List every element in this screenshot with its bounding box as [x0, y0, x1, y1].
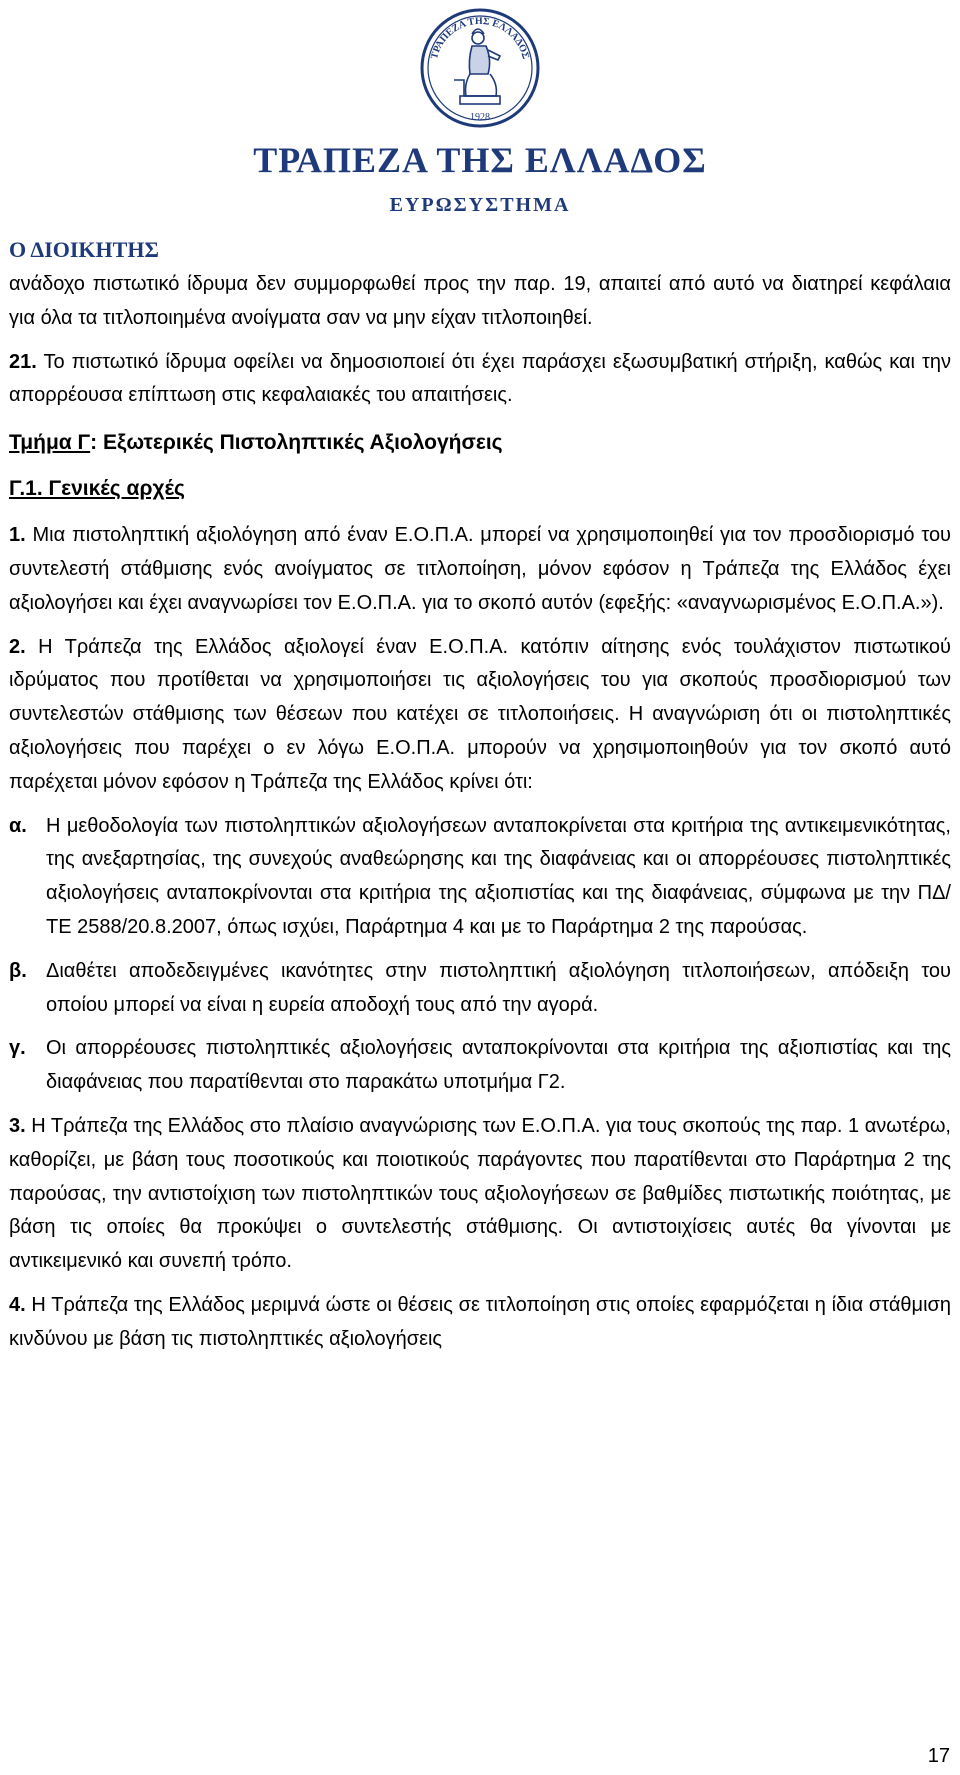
svg-text:ΤΡΑΠΕΖΑ ΤΗΣ ΕΛΛΑΔΟΣ: ΤΡΑΠΕΖΑ ΤΗΣ ΕΛΛΑΔΟΣ: [429, 15, 531, 61]
paragraph-continuation: ανάδοχο πιστωτικό ίδρυμα δεν συμμορφωθεί προς την παρ. 19, απαιτεί από αυτό να διατηρεί κεφάλαια για όλα τα τιτλοποιημένα ανοίγματα σαν να μην είχαν τιτλοποιηθεί.: [9, 273, 951, 329]
bank-seal-icon: [418, 4, 542, 132]
svg-text:1928: 1928: [470, 112, 490, 123]
paragraph-2: 2. Η Τράπεζα της Ελλάδος αξιολογεί έναν Ε.Ο.Π.Α. κατόπιν αίτησης ενός τουλάχιστον πιστωτικού ιδρύματος που προτίθεται να χρησιμοποιήσει τις αξιολογήσεις του για σκοπούς προσδιορισμού των συντελεστών στάθμισης των θέσεων που κατέχει σε τιτλοποιήσεις. Η αναγνώριση ότι οι πιστοληπτικές αξιολογήσεις που παρέχει ο εν λόγω Ε.Ο.Π.Α. μπορούν να χρησιμοποιηθούν για τον σκοπό αυτό παρέχεται μόνον εφόσον η Τράπεζα της Ελλάδος κρίνει ότι:: [9, 635, 951, 793]
list-item-a: α. Η μεθοδολογία των πιστοληπτικών αξιολογήσεων ανταποκρίνεται στα κριτήρια της αντικειμενικότητας, της ανεξαρτησίας, της συνεχούς αναθεώρησης και της διαφάνειας και οι απορρέουσες πιστοληπτικές αξιολογήσεις ανταποκρίνονται στα κριτήρια της αξιοπιστίας και της διαφάνειας, σύμφωνα με την ΠΔ/ΤΕ 2588/20.8.2007, όπως ισχύει, Παράρτημα 4 και με το Παράρτημα 2 της παρούσας.: [9, 810, 951, 945]
bank-name: ΤΡΑΠΕΖΑ ΤΗΣ ΕΛΛΑΔΟΣ: [253, 140, 707, 180]
paragraph-4: 4. Η Τράπεζα της Ελλάδος μεριμνά ώστε οι θέσεις σε τιτλοποίηση στις οποίες εφαρμόζεται η ίδια στάθμιση κινδύνου με βάση τις πιστοληπτικές αξιολογήσεις: [9, 1293, 951, 1350]
list-item-c: γ. Οι απορρέουσες πιστοληπτικές αξιολογήσεις ανταποκρίνονται στα κριτήρια της αξιοπιστίας και της διαφάνειας που παρατίθενται στο παρακάτω υποτμήμα Γ2.: [9, 1032, 951, 1100]
paragraph-21: 21. Το πιστωτικό ίδρυμα οφείλει να δημοσιοποιεί ότι έχει παράσχει εξωσυμβατική στήριξη, καθώς και την απορρέουσα επίπτωση στις κεφαλαιακές του απαιτήσεις.: [9, 350, 951, 407]
governor-label: Ο ΔΙΟΙΚΗΤΗΣ: [9, 237, 159, 262]
section-title: : Εξωτερικές Πιστοληπτικές Αξιολογήσεις: [90, 431, 503, 455]
section-heading: [9, 427, 951, 459]
section-label: Τμήμα Γ: [9, 431, 91, 455]
paragraph-number: 3.: [9, 1114, 26, 1137]
list-label: α.: [9, 814, 27, 837]
document-body: [9, 268, 951, 1357]
list-label: γ.: [9, 1037, 26, 1060]
subsection-heading: Γ.1. Γενικές αρχές: [9, 477, 185, 501]
list-label: β.: [9, 959, 27, 982]
page-number: 17: [927, 1745, 950, 1767]
paragraph-3: 3. Η Τράπεζα της Ελλάδος στο πλαίσιο αναγνώρισης των Ε.Ο.Π.Α. για τους σκοπούς της παρ. 1 ανωτέρω, καθορίζει, με βάση τους ποσοτικούς και ποιοτικούς παράγοντες που παρατίθενται στο Παράρτημα 2 της παρούσας, την αντιστοίχιση των πιστοληπτικών τους αξιολογήσεων σε βαθμίδες πιστωτικής ποιότητας, με βάση τις οποίες θα προκύψει ο συντελεστής στάθμισης. Οι αντιστοιχίσεις αυτές θα γίνονται με αντικειμενικό και συνεπή τρόπο.: [9, 1114, 951, 1273]
paragraph-number: 2.: [9, 635, 26, 658]
paragraph-1: 1. Μια πιστοληπτική αξιολόγηση από έναν Ε.Ο.Π.Α. μπορεί να χρησιμοποιηθεί για τον προσδιορισμό του συντελεστή στάθμισης ενός ανοίγματος σε τιτλοποίηση, μόνον εφόσον η Τράπεζα της Ελλάδος έχει αξιολογήσει και έχει αναγνωρίσει τον Ε.Ο.Π.Α. για το σκοπό αυτόν (εφεξής: «αναγνωρισμένος Ε.Ο.Π.Α.»).: [9, 524, 951, 614]
list-item-b: β. Διαθέτει αποδεδειγμένες ικανότητες στην πιστοληπτική αξιολόγηση τιτλοποιήσεων, απόδειξη του οποίου μπορεί να είναι η ευρεία αποδοχή τους από την αγορά.: [9, 955, 951, 1023]
paragraph-number: 1.: [9, 524, 26, 547]
paragraph-number: 4.: [9, 1293, 26, 1316]
paragraph-number: 21.: [9, 350, 37, 373]
bank-subtitle: ΕΥΡΩΣΥΣΤΗΜΑ: [389, 194, 571, 216]
letterhead: [0, 0, 960, 230]
